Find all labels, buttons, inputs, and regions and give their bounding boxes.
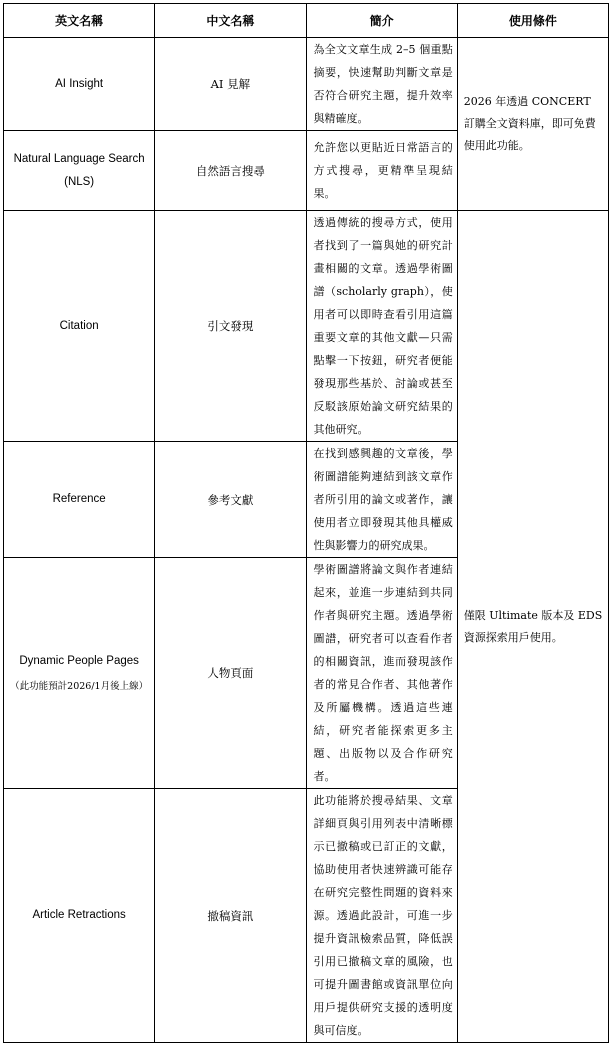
chinese-name-cell: 自然語言搜尋 <box>155 131 306 211</box>
launch-note: （此功能預計2026/1月後上線） <box>10 680 149 692</box>
english-name-cell: Article Retractions <box>4 789 155 1043</box>
chinese-name-cell: 撤稿資訊 <box>155 789 306 1043</box>
table-row-ai-insight <box>4 38 609 131</box>
conditions-cell-ultimate-eds: 僅限 Ultimate 版本及 EDS 資源探索用戶使用。 <box>457 211 608 1043</box>
english-name-cell <box>4 558 155 789</box>
description-cell: 允許您以更貼近日常語言的方式搜尋，更精準呈現結果。 <box>306 131 457 211</box>
header-conditions: 使用條件 <box>457 4 608 38</box>
chinese-name-cell: 人物頁面 <box>155 558 306 789</box>
english-name-cell: AI Insight <box>4 38 155 131</box>
english-name-cell: Citation <box>4 211 155 442</box>
header-english-name: 英文名稱 <box>4 4 155 38</box>
table-header-row <box>4 4 609 38</box>
chinese-name-cell: AI 見解 <box>155 38 306 131</box>
feature-table <box>3 3 609 1043</box>
description-cell: 學術圖譜將論文與作者連結起來，並進一步連結到共同作者與研究主題。透過學術圖譜，研究者可以查看作者的相關資訊，進而發現該作者的常見合作者、其他著作及所屬機構。透過這些連結，研究者能探索更多主題、出版物以及合作研究者。 <box>306 558 457 789</box>
description-cell: 此功能將於搜尋結果、文章詳細頁與引用列表中清晰標示已撤稿或已訂正的文獻，協助使用者快速辨識可能存在研究完整性問題的資料來源。透過此設計，可進一步提升資訊檢索品質，降低誤引用已撤稿文章的風險，也可提升圖書館或資訊單位向用戶提供研究支援的透明度與可信度。 <box>306 789 457 1043</box>
table-row-citation <box>4 211 609 442</box>
header-chinese-name: 中文名稱 <box>155 4 306 38</box>
conditions-cell-concert: 2026 年透過 CONCERT 訂購全文資料庫，即可免費使用此功能。 <box>457 38 608 211</box>
description-cell: 為全文文章生成 2–5 個重點摘要，快速幫助判斷文章是否符合研究主題，提升效率與精確度。 <box>306 38 457 131</box>
english-name-cell: Natural Language Search (NLS) <box>4 131 155 211</box>
chinese-name-cell: 引文發現 <box>155 211 306 442</box>
header-description: 簡介 <box>306 4 457 38</box>
english-name-cell: Reference <box>4 442 155 558</box>
description-cell: 在找到感興趣的文章後，學術圖譜能夠連結到該文章作者所引用的論文或著作，讓使用者立即發現其他具權威性與影響力的研究成果。 <box>306 442 457 558</box>
description-cell: 透過傳統的搜尋方式，使用者找到了一篇與她的研究計畫相關的文章。透過學術圖譜（scholarly graph），使用者可以即時查看引用這篇重要文章的其他文獻—只需點擊一下按鈕，研究者便能發現那些基於、討論或甚至反駁該原始論文研究結果的其他研究。 <box>306 211 457 442</box>
chinese-name-cell: 參考文獻 <box>155 442 306 558</box>
english-name-text: Dynamic People Pages <box>19 654 139 667</box>
